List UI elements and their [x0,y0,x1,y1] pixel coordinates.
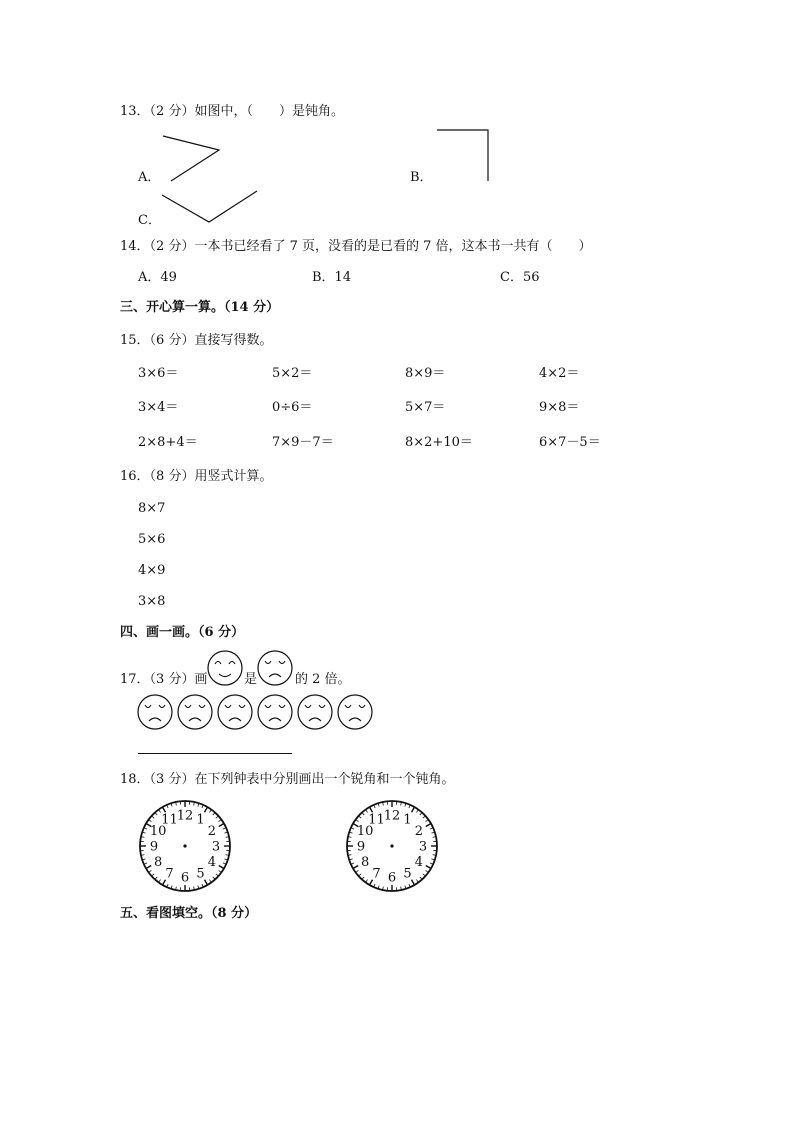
clock-number: 6 [387,870,397,886]
clock-tick [155,877,157,880]
clock-tick [149,870,152,872]
clock-number: 6 [180,870,190,886]
clock-center-dot [183,844,186,847]
q15-cell: 5×7＝ [405,400,446,415]
clock-tick [205,807,208,812]
q13-option-a-label: A． [138,170,161,185]
clock-number: 8 [361,855,370,870]
clock-number: 1 [403,812,412,828]
clock-number: 10 [149,824,167,839]
clock-number: 3 [418,839,428,855]
q14-option-b: B．14 [312,270,352,285]
clock-tick [159,880,161,883]
clock-number: 1 [196,812,205,828]
clock-center-dot [390,844,393,847]
q15-cell: 4×2＝ [539,366,580,381]
q15-cell: 7×9－7＝ [272,435,334,450]
clock-number: 11 [368,812,385,828]
sad-face-icon [177,694,213,730]
clock-tick [412,807,415,812]
clock-number: 9 [149,839,159,855]
clock-tick [420,877,422,880]
q16-item: 8×7 [138,501,166,516]
clock-tick [146,866,151,869]
section-5-title: 五、看图填空。（8 分） [120,906,258,921]
q15-cell: 0÷6＝ [272,400,313,415]
q15-cell: 8×2+10＝ [405,435,473,450]
q15-cell: 2×8+4＝ [138,435,198,450]
clock-tick [219,820,222,822]
clock-tick [209,880,211,883]
clock-number: 2 [414,824,423,839]
clock-tick [152,874,155,876]
clock-tick [152,816,155,818]
q18-stem: 18．（3 分）在下列钟表中分别画出一个锐角和一个钝角。 [120,772,455,787]
clock-tick [366,880,368,883]
clock-tick [362,813,364,816]
clock-number: 9 [356,839,366,855]
clock-tick [426,820,429,822]
q15-cell: 5×2＝ [272,366,313,381]
q15-stem: 15．（6 分）直接写得数。 [120,333,273,348]
clock-tick [205,880,208,885]
clock-tick [359,816,362,818]
q17-prefix: 17．（3 分）画 [120,672,208,687]
clock-tick [219,870,222,872]
q16-item: 3×8 [138,594,166,609]
q15-cell: 3×6＝ [138,366,179,381]
q14-stem: 14．（2 分）一本书已经看了 7 页，没看的是已看的 7 倍，这本书一共有（ ） [120,239,592,254]
clock-tick [219,824,224,827]
clock-number: 7 [165,866,174,882]
q17-suffix: 的 2 倍。 [295,672,351,687]
clock-number: 11 [161,812,178,828]
section-4-title: 四、画一画。（6 分） [120,625,245,640]
clock-tick [216,816,219,818]
smile-face-icon [207,650,243,686]
q13-option-b-label: B． [410,170,433,185]
clock-tick [155,813,157,816]
sad-face-icon [217,694,253,730]
clock-tick [412,880,415,885]
q17-answer-line[interactable] [138,753,292,754]
clock-tick [149,820,152,822]
clock-tick [420,813,422,816]
sad-face-icon [297,694,333,730]
clock-tick [219,866,224,869]
clock-tick [213,877,215,880]
q15-cell: 8×9＝ [405,366,446,381]
clock-tick [163,807,166,812]
q15-cell: 3×4＝ [138,400,179,415]
clock-tick [426,866,431,869]
clock-tick [353,866,358,869]
sad-face-icon [257,694,293,730]
q13-stem: 13．（2 分）如图中，（ ）是钝角。 [120,104,344,119]
clock-number: 10 [356,824,374,839]
clock-tick [356,820,359,822]
sad-face-icon [257,650,293,686]
q13-option-c-label: C． [138,213,161,228]
clock-tick [416,880,418,883]
clock-number: 4 [414,855,423,870]
clock-tick [370,807,373,812]
clock-number: 12 [176,808,194,824]
clock-number: 5 [403,866,412,882]
clock-number: 4 [207,855,216,870]
sad-face-icon [137,694,173,730]
clock-number: 8 [154,855,163,870]
clock-face-right[interactable] [345,799,439,893]
q14-option-c: C．56 [500,270,540,285]
q14-option-a: A．49 [138,270,177,285]
q13-angle-c [0,0,794,240]
clock-tick [362,877,364,880]
clock-tick [423,874,426,876]
clock-number: 7 [372,866,381,882]
clock-tick [426,824,431,827]
clock-number: 3 [211,839,221,855]
clock-tick [359,874,362,876]
q16-item: 5×6 [138,532,166,547]
clock-tick [356,870,359,872]
clock-tick [209,810,211,813]
q17-middle: 是 [244,672,258,687]
clock-number: 2 [207,824,216,839]
sad-face-icon [337,694,373,730]
q16-item: 4×9 [138,563,166,578]
clock-tick [213,813,215,816]
section-3-title: 三、开心算一算。（14 分） [120,300,280,315]
q15-cell: 9×8＝ [539,400,580,415]
clock-number: 5 [196,866,205,882]
clock-number: 12 [383,808,401,824]
clock-tick [426,870,429,872]
clock-tick [416,810,418,813]
q15-cell: 6×7－5＝ [539,435,601,450]
clock-tick [216,874,219,876]
clock-face-left[interactable] [138,799,232,893]
clock-tick [423,816,426,818]
q16-stem: 16．（8 分）用竖式计算。 [120,469,273,484]
